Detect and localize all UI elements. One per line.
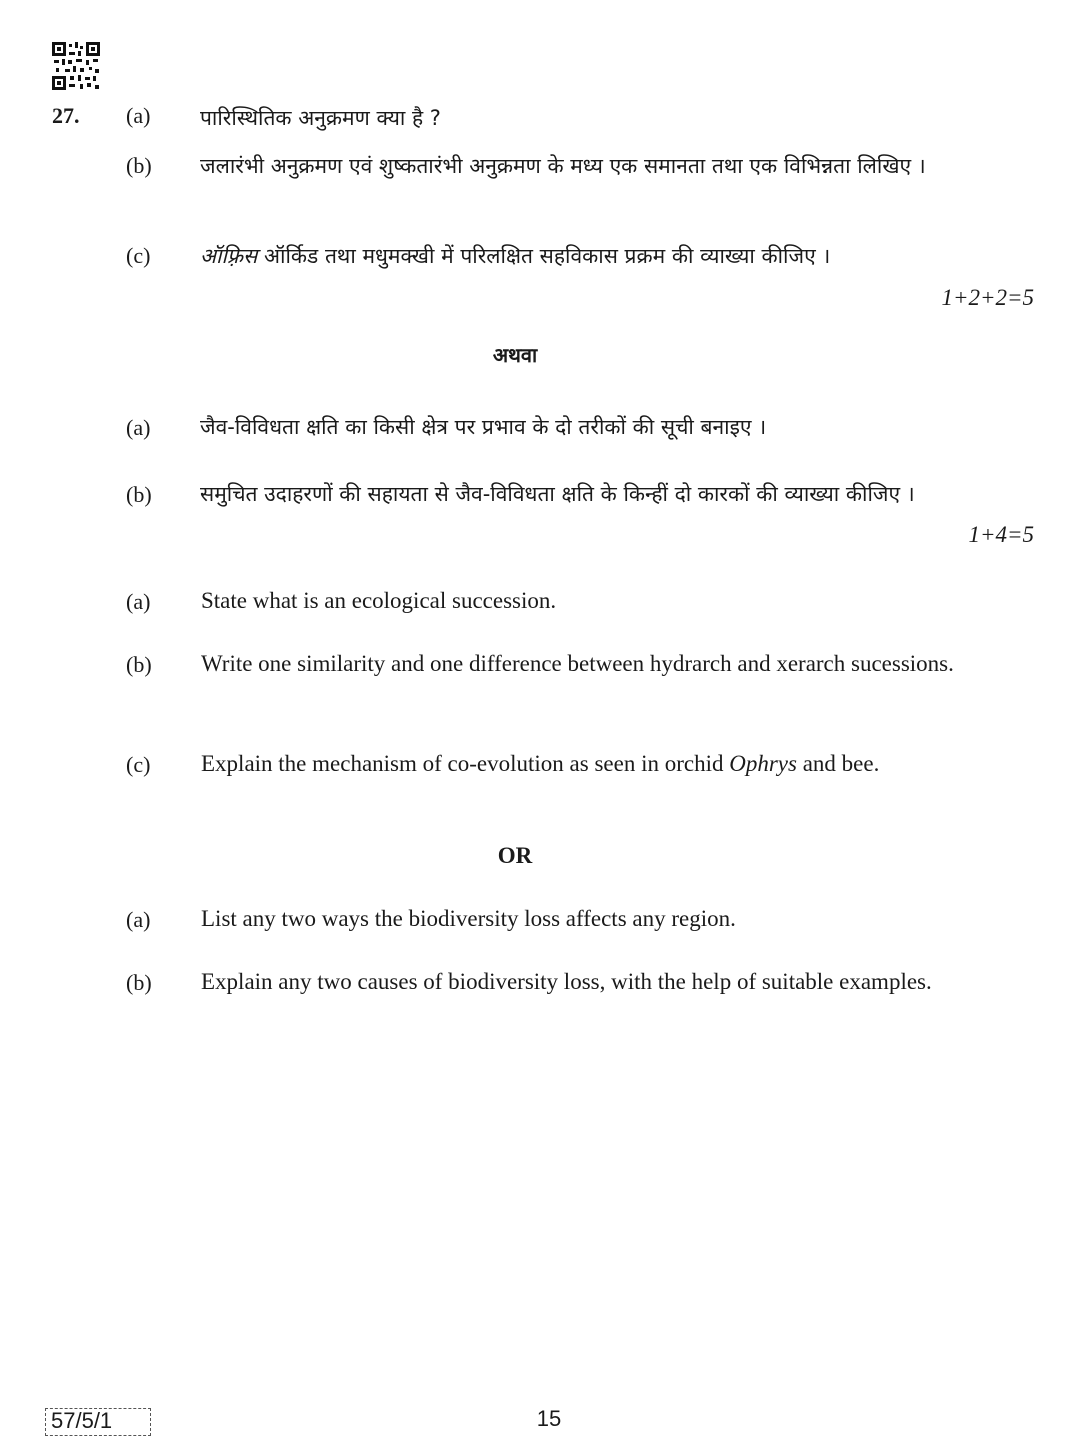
english-b-label: (b) bbox=[126, 652, 152, 677]
english-c-text bbox=[201, 745, 979, 782]
english-c-before: Explain the mechanism of co-evolution as seen in orchid bbox=[201, 751, 730, 776]
english-or-heading: OR bbox=[497, 843, 533, 868]
question-number: 27. bbox=[52, 103, 80, 128]
hindi-alt-a-label: (a) bbox=[126, 415, 151, 440]
paper-code: 57/5/1 bbox=[51, 1408, 113, 1433]
hindi-alt-b-text: समुचित उदाहरणों की सहायता से जैव-विविधता क्षति के किन्हीं दो कारकों की व्याख्या कीजिए । bbox=[200, 482, 915, 506]
hindi-c-label: (c) bbox=[126, 243, 151, 268]
hindi-a-label: (a) bbox=[126, 103, 151, 128]
hindi-marks: 1+2+2=5 bbox=[941, 285, 1034, 310]
english-a-text: State what is an ecological succession. bbox=[201, 588, 557, 613]
hindi-c-italic: ऑफ़्रिस bbox=[200, 244, 258, 268]
english-alt-a-text: List any two ways the biodiversity loss affects any region. bbox=[201, 906, 736, 931]
page-number: 15 bbox=[536, 1406, 562, 1431]
hindi-or-heading: अथवा bbox=[492, 343, 538, 367]
qr-code bbox=[52, 42, 100, 90]
english-c-label: (c) bbox=[126, 752, 151, 777]
hindi-alt-a-text: जैव-विविधता क्षति का किसी क्षेत्र पर प्रभाव के दो तरीकों की सूची बनाइए । bbox=[200, 415, 767, 439]
hindi-c-text bbox=[200, 235, 1000, 277]
hindi-a-text: पारिस्थितिक अनुक्रमण क्या है ? bbox=[200, 106, 441, 130]
hindi-c-rest: ऑर्किड तथा मधुमक्खी में परिलक्षित सहविकास प्रक्रम की व्याख्या कीजिए । bbox=[257, 244, 831, 268]
hindi-alt-b-label: (b) bbox=[126, 482, 152, 507]
english-a-label: (a) bbox=[126, 589, 151, 614]
hindi-alt-marks: 1+4=5 bbox=[968, 522, 1034, 547]
english-alt-b-label: (b) bbox=[126, 970, 152, 995]
english-alt-a-label: (a) bbox=[126, 907, 151, 932]
hindi-b-label: (b) bbox=[126, 153, 152, 178]
english-b-text: Write one similarity and one difference between hydrarch and xerarch sucessions. bbox=[201, 651, 954, 676]
hindi-b-text: जलारंभी अनुक्रमण एवं शुष्कतारंभी अनुक्रमण के मध्य एक समानता तथा एक विभिन्नता लिखिए । bbox=[200, 154, 926, 178]
english-c-after: and bee. bbox=[796, 751, 880, 776]
english-c-italic: Ophrys bbox=[729, 751, 797, 776]
english-alt-b-text: Explain any two causes of biodiversity loss, with the help of suitable examples. bbox=[201, 969, 932, 994]
